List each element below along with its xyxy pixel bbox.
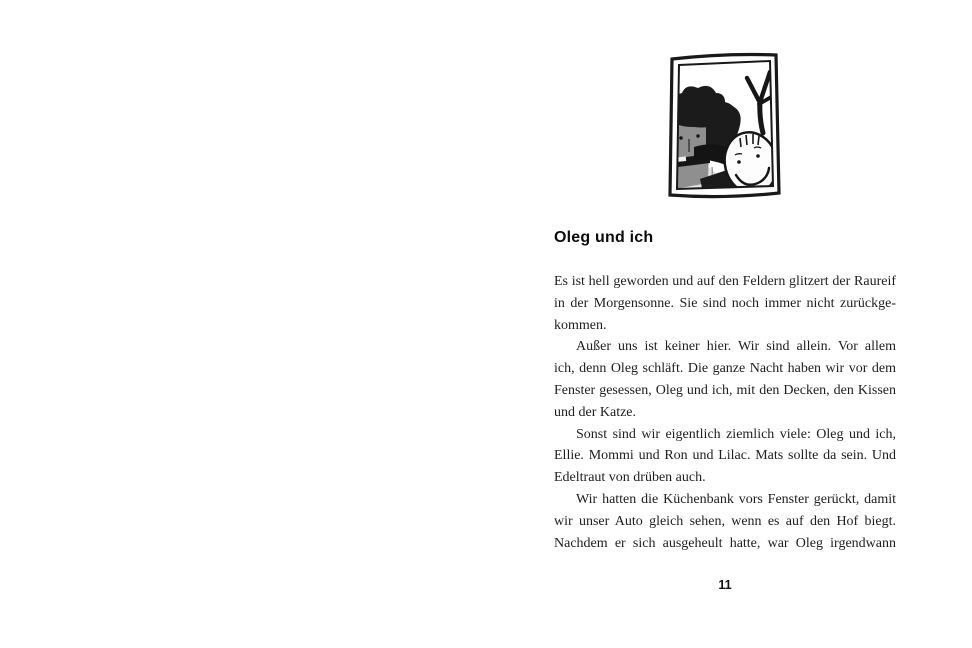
oleg-left-eye (679, 136, 682, 139)
text-line: Wir hatten die Küchenbank vors Fenster gerückt, damit (576, 491, 896, 507)
child-left-eye (737, 160, 741, 164)
text-line: kommen. (554, 317, 607, 333)
text-line: Edeltraut von drüben auch. (554, 470, 706, 486)
body-text (554, 271, 896, 554)
text-line: Sonst sind wir eigentlich ziemlich viele: Oleg und ich, (576, 426, 896, 442)
child-right-eye (756, 154, 760, 158)
text-line: und der Katze. (554, 404, 637, 420)
page-number: 11 (718, 578, 732, 592)
text-line: Nachdem er sich ausgeheult hatte, war Oleg irgendwann (554, 535, 896, 551)
child-arm (760, 101, 763, 133)
chapter-illustration-drawing (666, 49, 783, 202)
text-line: wir unser Auto gleich sehen, wenn es auf den Hof biegt. (554, 513, 896, 529)
chapter-title: Oleg und ich (554, 229, 654, 246)
text-line: Fenster gesessen, Oleg und ich, mit den Decken, den Kissen (554, 382, 896, 398)
text-line: Es ist hell geworden und auf den Feldern glitzert der Raureif (554, 274, 896, 289)
child-finger-right (761, 72, 770, 99)
oleg-right-eye (696, 134, 699, 137)
text-line: in der Morgensonne. Sie sind noch immer nicht zurückge- (554, 295, 896, 311)
child-finger-left (747, 78, 759, 101)
text-line: Ellie. Mommi und Ron und Lilac. Mats sollte da sein. Und (554, 448, 896, 464)
chapter-illustration (666, 49, 783, 202)
text-line: ich, denn Oleg schläft. Die ganze Nacht haben wir vor dem (554, 361, 896, 377)
text-line: Außer uns ist keiner hier. Wir sind allein. Vor allem (576, 339, 896, 355)
book-page (486, 0, 972, 648)
